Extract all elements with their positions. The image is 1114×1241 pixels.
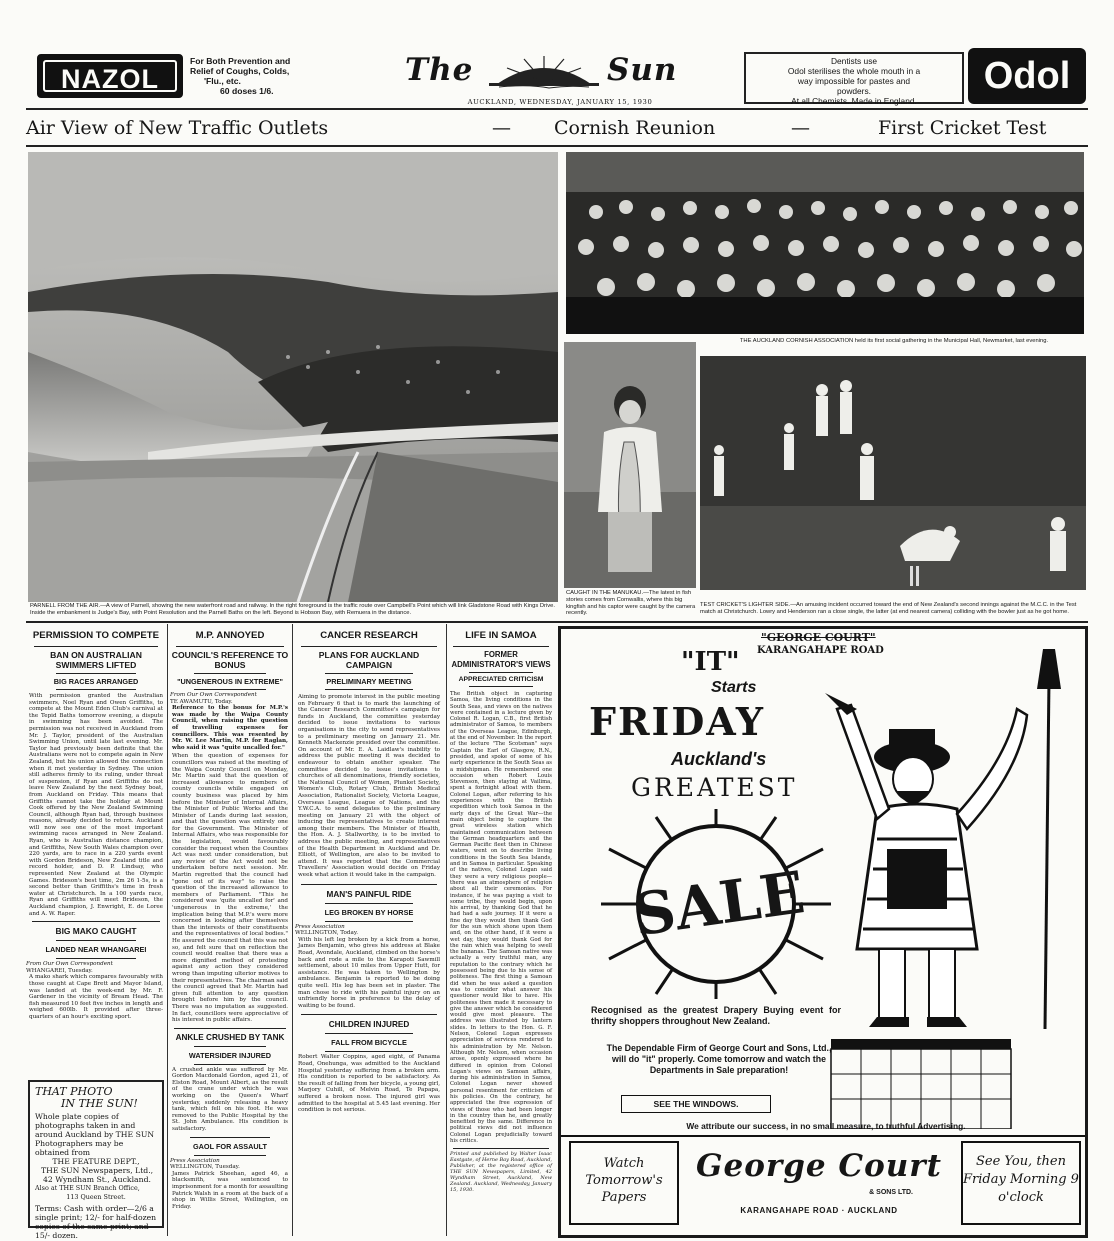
column-2: M.P. ANNOYED COUNCIL'S REFERENCE TO BONUS "UNGENEROUS IN EXTREME" From Our Own Correspondent TE AWAMUTU, Today. Reference to the bonus for M.P.'s was made by the Waipa County Council, when raising the question of travelling expenses for councillors. This was resented by Mr. W. Lee Martin, M.P. for Raglan, who said it was "quite uncalled for." When the question of expenses for councillors was raised at the meeting of the Waipa County Council on Monday, Mr. Martin said that the question of increased allowance to members of county councils while engaged on county business was placed by him before the Minister of Internal Affairs, the Minister of Public Works and the Minister of Lands during last session, and that the question was entirely one for the Government. The Minister of Internal Affairs, who was responsible for the legislation, would favourably consider the request when the Counties Act was next under consideration, but any review of the Act would not be undertaken before next session. Mr. Martin regretted that the council had "gone out of its way" to raise the question of the increased allowance to members of Parliament. "This he considered was 'quite uncalled for' and 'ungenerous in the extreme,' the implication being that M.P.'s were more concerned in looking after themselves than the interests of their constituents and the representatives of local bodies." He assured the council that this was not so, and felt sure that on reflection the council would realise that there was a more dignified method of protesting against any action they considered wrong than imputing ulterior motives to their representatives. The chairman said the council agreed that Mr. Martin had given full attention to any question brought before him by the council. There was no imputation as suggested. In fact, councillors were appreciative of his interest in public affairs. ANKLE CRUSHED BY TANK WATERSIDER INJURED A crushed ankle was suffered by Mr. Gordon Macdonald Gordon, aged 21, of Elston Road, Mount Albert, as the result of the crane under which he was working on the Queen's Wharf yesterday, suddenly releasing a heavy tank, which fell on his foot. He was removed to the Public Hospital by the St. John Ambulance. His condition is satisfactory. GAOL FOR ASSAULT Press Association WELLINGTON, Tuesday. James Patrick Sheehan, aged 46, a blacksmith, was sentenced to imprisonment for a month for assaulting Patrick Walsh in a room at the back of a shop in Willis Street, Wellington, on Friday. [170,630,289,1210]
george-court-sale-ad [558,626,1088,1238]
ad-starts: Starts [711,679,757,696]
col2-headline-3: GAOL FOR ASSAULT [192,1141,268,1151]
col2-heading: M.P. ANNOYED [195,630,265,641]
title-sun: Sun [607,52,678,88]
col1-body: With permission granted the Australian swimmers, Noel Ryan and Owen Griffiths, to compete at the Mount Eden Club's carnival at the Tepid Baths tomorrow evening, a dispute in swimming has been avoided. The permission was not received in Auckland from Mr. J. Taylor, president of the Australian Swimming Union, until late last evening. Mr. Taylor had previously been definite that the Australians were not to compete again in New Zealand, but his union allowed the connection when it met yesterday in Sydney. The union still adheres firmly to its ruling, under threat of suspension, if Ryan and Griffiths do not leave New Zealand by the next Sydney boat, from Auckland on Friday. This means that Griffiths cannot take the holiday at Mount Cook offered by the New Zealand Swimming Council, although Ryan had, through business reasons, already decided to return. Auckland will now see one of the most important swimming races arranged in New Zealand. Ryan, who is Australian distance champion, and Griffiths, New South Wales champion over 220 yards, are to race in a 220 yards event with Gordon Brideson, New Zealand title and record holder, and D. P. Lindsay, who represented New Zealand at the Olympic Games. Brideson's best time, 2m 26 1-5s, is a second better than Griffiths's time in fresh water at Christchurch. In a 100 yards race, Ryan and Griffiths will meet Brideson, the Auckland champion, J. Enwright, E. de Loree and A. W. Raper. [29,693,163,917]
column-1 [26,624,166,1240]
col1-byline-2: From Our Own Correspondent [26,961,113,968]
sunrise-emblem-icon [489,54,599,90]
column-divider [292,624,293,1236]
newspaper-title [395,50,735,94]
ad-bottom-rule [561,1135,1088,1137]
col4-subhead: APPRECIATED CRITICISM [458,676,544,683]
banner-part-1: Air View of New Traffic Outlets [26,117,329,139]
col4-headline: FORMER ADMINISTRATOR'S VIEWS [451,650,551,669]
col3-body-3: Robert Walter Coppins, aged eight, of Panama Road, Onehunga, was admitted to the Auckland Hospital yesterday suffering from a broken arm. His condition is reported to be satisfactory. As the result of falling from her bicycle, a young girl, Marjory Cuhill, of Melvin Road, Te Papapa, suffered a broken nose. The injured girl was admitted to the hospital at 5.45 last evening. Her condition is not serious. [298,1054,440,1114]
beefeater-illustration-icon [817,649,1081,1029]
photo-ad-title-1: THAT PHOTO [35,1085,113,1098]
ad-it: "IT" [681,647,740,677]
col2-body-2: A crushed ankle was suffered by Mr. Gordon Macdonald Gordon, aged 21, of Elston Road, Mount Albert, as the result of the crane under which he was working on the Queen's Wharf yesterday, suddenly releasing a heavy tank, which fell on his foot. He was removed to the Public Hospital by the St. John Ambulance. His condition is satisfactory. [172,1066,288,1133]
ad-sale: SALE [629,858,809,950]
col1-dateline-2: WHANGAREI, Tuesday. [26,967,93,974]
nazol-ad-text: For Both Prevention and Relief of Coughs, Colds, 'Flu., etc. 60 doses 1/6. [190,56,291,96]
banner-part-2: Cornish Reunion [554,117,716,139]
banner-headline [26,114,1088,142]
ad-dependable: The Dependable Firm of George Court and Sons, Ltd., will do "it" properly. Come tomorrow and watch the Departments in Sale preparation! [606,1043,832,1075]
col1-heading: PERMISSION TO COMPETE [32,630,160,641]
photo-service-ad: THAT PHOTO IN THE SUN! Whole plate copies of photographs taken in and around Auckland by THE SUN Photographers may be obtained from THE FEATURE DEPT., THE SUN Newspapers, Ltd., 42 Wyndham St., Auckland. Also at THE SUN Branch Office, 113 Queen Street. Terms: Cash with order—2/6 a single print; 12/- for half-dozen copies of the same print; and 15/- dozen. [28,1080,164,1228]
dateline: AUCKLAND, WEDNESDAY, JANUARY 15, 1930 [467,98,653,106]
column-4 [449,624,553,1234]
column-divider [167,624,168,1236]
col3-heading: CANCER RESEARCH [320,630,418,641]
test-cricket-photo [700,356,1086,590]
banner-dash-2: — [791,117,810,139]
col1-headline-2: BIG MAKO CAUGHT [55,926,137,937]
col4-body: The British object in capturing Samoa, the living conditions in the South Seas, and views on the natives were contained in a lecture given by Colonel R. Logan, C.B., first British administrator of Samoa, to members of the Overseas League, Edinburgh, at the end of November. In the report of the lecture "The Scotsman" says Captain the Earl of Glasgow, R.N., presided, and spoke of some of his early experience in the South Seas as a midshipman. He remembered one occasion when Robert Louis Stevenson, then staying at Vailima, spent a fortnight afloat with them. Colonel Logan, after referring to his experiences with the British expedition which took Samoa in the early days of the Great War—the main object being to capture the great wireless station which maintained communication between the German headquarters and the German Pacific fleet then in Chinese waters, went on to describe living conditions in the South Sea Islands, and in Samoa in particular. Speaking of the natives, Colonel Logan said they were a very religious people—there was an atmosphere of religion about all their ceremonies. For instance, if he was paying a visit to some tribe, they would begin, upon his arrival, by thanking God that he had had a safe journey. If it were a fine day they would then thank God for the sun which shone upon them and, on the other hand, if it were a wet day, they would thank God for the rain which was helping to swell the bananas. The Samoan native was actually a very truthful man, any reputation to the contrary which he possessed being due to his sense of politeness. The first thing a Samoan did when he was asked a question was to consider what answer his questioner would like to have. His politeness then made it necessary to give the answer which he considered would give most pleasure. The address was illustrated by lantern slides. In letters to the Hon. G. F. Nelson, Colonel Logan expresses appreciation of services rendered to his administration by Mr. Nelson. Although Mr. Nelson, when occasion arose, openly expressed where he differed in opinion from Colonel Logan's views on Samoan affairs, during his administration in Samoa, Colonel Logan never showed personal resentment for criticism of his policies. On the contrary, he appreciated the free expression of views of those who had been longer in the country than he, and greatly benefited by the same. Difference in political views did not influence Colonel Logan prejudicially toward his critics. [450,691,552,1145]
photo-ad-title-2: IN THE SUN! [61,1097,138,1110]
column-3: CANCER RESEARCH PLANS FOR AUCKLAND CAMPAIGN PRELIMINARY MEETING Aiming to promote interest in the public meeting on February 6 that is to mark the launching of the Cancer Research Committee's campaign for funds in Auckland, the committee yesterday decided to issue invitations to various organisations in the city to send representatives to a preliminary meeting on January 21. Mr. Kenneth Mackenzie presided over the committee. On account of Mr. E. A. Laidlaw's inability to address the public meeting it was decided to endeavour to obtain another speaker. The committee decided to issue invitations to churches of all denominations, friendly societies, the National Council of Women, Plunket Society, Women's Club, Rotary Club, British Medical Association, Rationalist Society, Victoria League, Overseas League, League of Nations, and the Y.W.C.A. to send delegates to the preliminary meeting on January 21 with the object of inducing the representatives to create interest among their members. The Minister of Health, the Hon. A. J. Stallworthy, is to be invited to address the public meeting, and representatives of the Health Department in Auckland and Dr. Elliott, of Wellington, are also to be invited to attend. It was reported that the Commercial Travellers' Association would decide on Friday week what action it would take in the campaign. MAN'S PAINFUL RIDE LEG BROKEN BY HORSE Press Association WELLINGTON, Today. With his left leg broken by a kick from a horse, James Benjamin, who gives his address at Blake Road, Avondale, Auckland, climbed on the horse's back and rode a mile to the Karapoti Sawmill settlement, about 10 miles from Upper Hutt, for assistance. He was taken to Wellington by ambulance. Benjamin is reported to be doing quite well. His leg has been set in plaster. The man chose to ride with his painful injury on an unfriendly horse in preference to the delay of waiting to be found. CHILDREN INJURED FALL FROM BICYCLE Robert Walter Coppins, aged eight, of Panama Road, Onehunga, was admitted to the Auckland Hospital yesterday suffering from a broken arm. His condition is reported to be satisfactory. As the result of falling from her bicycle, a young girl, Marjory Cuhill, of Melvin Road, Te Papapa, suffered a broken nose. The injured girl was admitted to the hospital at 5.45 last evening. Her condition is not serious. [295,624,443,1234]
column-divider [446,624,447,1236]
col3-body-2: With his left leg broken by a kick from a horse, James Benjamin, who gives his address at Blake Road, Avondale, Auckland, climbed on the horse's back and rode a mile to the Karapoti Sawmill settlement, about 10 miles from Upper Hutt, for assistance. He was taken to Wellington by ambulance. Benjamin is reported to be doing quite well. His leg has been set in plaster. The man chose to ride with his painful injury on an unfriendly horse in preference to the delay of waiting to be found. [298,936,440,1009]
title-the: The [405,52,474,88]
cornish-caption: THE AUCKLAND CORNISH ASSOCIATION held its first social gathering in the Municipal Hall, Newmarket, last evening. [739,338,1049,344]
cornish-association-photo [566,152,1084,334]
parnell-caption: PARNELL FROM THE AIR.—A view of Parnell, showing the new waterfront road and railway. In the right foreground is the traffic route over Campbell's Point which will link Gladstone Road with Kings Drive. Inside the embankment is Judge's Bay, with Point Resolution and the Parnell Baths on the left. Beyond is Hobson Bay, with Remuera in the distance. [30,603,555,616]
cricket-caption: TEST CRICKET'S LIGHTER SIDE.—An amusing incident occurred toward the end of New Zealand's second innings against the M.C.C. in the Test match at Christchurch. Lowry and Henderson ran a close single, the latter (at end nearest camera) colliding with the bowler just as he got home. [700,602,1077,615]
manukau-caption: CAUGHT IN THE MANUKAU.—The latest in fish stories comes from Cornwallis, where this big kingfish and his captor were caught by the camera recently. [566,590,696,617]
ad-attribute: We attribute our success, in no small measure, to truthful Advertising. [686,1121,966,1131]
photos-rule [26,621,1088,623]
col2-headline-2: ANKLE CRUSHED BY TANK [175,1032,285,1042]
col2-headline: COUNCIL'S REFERENCE TO BONUS [171,650,289,670]
col3-body: Aiming to promote interest in the public meeting on February 6 that is to mark the launching of the Cancer Research Committee's campaign for funds in Auckland, the committee yesterday decided to issue invitations to various organisations in the city to send representatives to a preliminary meeting on January 21. Mr. Kenneth Mackenzie presided over the committee. On account of Mr. E. A. Laidlaw's inability to address the public meeting it was decided to endeavour to obtain another speaker. The committee decided to issue invitations to churches of all denominations, friendly societies, the National Council of Women, Plunket Society, Women's Club, Rotary Club, British Medical Association, Rationalist Society, Victoria League, Overseas League, League of Nations, and the Y.W.C.A. to send delegates to the preliminary meeting on January 21 with the object of inducing the representatives to create interest among their members. The Minister of Health, the Hon. A. J. Stallworthy, is to be invited to address the public meeting, and representatives of the Health Department in Auckland and Dr. Elliott, of Wellington, are also to be invited to attend. It was reported that the Commercial Travellers' Association would decide on Friday week what action it would take in the campaign. [298,694,440,879]
col1-body-2: A mako shark which compares favourably with those caught at Cape Brett and Mayor Island, was landed at the week-end by Mr. F. Gardener in the vicinity of Bream Head. The fish measured 10 feet five inches in length and weighed 600lb. It provided after three-quarters of an hour's exciting sport. [29,974,163,1020]
ad-store-road: KARANGAHAPE ROAD [757,645,884,656]
ad-store-name: "GEORGE COURT" [761,631,876,644]
masthead-rule [26,108,1088,110]
col1-subhead: BIG RACES ARRANGED [53,677,139,686]
banner-rule [26,145,1088,147]
see-windows-button: SEE THE WINDOWS. [621,1095,771,1113]
ad-greatest: GREATEST [631,773,798,802]
ad-recognised: Recognised as the greatest Drapery Buying event for thrifty shoppers throughout New Zealand. [591,1005,841,1026]
manukau-kingfish-photo [564,342,696,588]
ad-aucklands: Auckland's [671,749,767,769]
col2-body: When the question of expenses for councillors was raised at the meeting of the Waipa County Council on Monday, Mr. Martin said that the question of increased allowance to members of county councils while engaged on county business was placed by him before the Minister of Internal Affairs, the Minister of Public Works and the Minister of Lands during last session, and that the question was entirely one for the Government. The Minister of Internal Affairs, who was responsible for the legislation, would favourably consider the request when the Counties Act was next under consideration, but any review of the Act would not be undertaken before next session. Mr. Martin regretted that the council had "gone out of its way" to raise the question of the increased allowance to members of Parliament. "This he considered was 'quite uncalled for' and 'ungenerous in the extreme,' the implication being that M.P.'s were more concerned in looking after themselves than the interests of their constituents and the representatives of local bodies." He assured the council that this was not so, and felt sure that on reflection the council would realise that there was a more dignified method of protesting against any action they considered wrong than imputing ulterior motives to their representatives. The chairman said the council agreed that Mr. Martin had given full attention to any question brought before him by the council. There was no imputation as suggested. In fact, councillors were appreciative of his interest in public affairs. [172,753,288,1024]
ad-seeyou-box: See You, then Friday Morning 9 o'clock [961,1141,1081,1225]
col2-subhead-2: WATERSIDER INJURED [188,1050,272,1060]
nazol-logo: NAZOL [37,54,183,98]
george-court-logo: George Court & SONS LTD. KARANGAHAPE ROAD · AUCKLAND [696,1148,942,1215]
col3-headline-3: CHILDREN INJURED [328,1020,410,1030]
parnell-aerial-photo [28,152,558,602]
col3-subhead-2: LEG BROKEN BY HORSE [324,907,414,917]
col1-subhead-2: LANDED NEAR WHANGAREI [45,945,147,955]
col1-headline: BAN ON AUSTRALIAN SWIMMERS LIFTED [50,650,142,670]
col4-heading: LIFE IN SAMOA [465,630,537,641]
col3-subhead: PRELIMINARY MEETING [326,677,412,686]
col3-headline-2: MAN'S PAINFUL RIDE [326,889,412,899]
odol-logo: Odol [968,48,1086,104]
store-building-icon [821,1029,1021,1129]
ad-friday: FRIDAY [589,699,766,744]
col3-subhead-3: FALL FROM BICYCLE [331,1038,407,1048]
col2-body-3: James Patrick Sheehan, aged 46, a blacksmith, was sentenced to imprisonment for a month for assaulting Patrick Walsh in a room at the back of a shop in Willis Street, Wellington, on Friday. [172,1170,288,1210]
banner-part-3: First Cricket Test [878,117,1047,139]
imprint: Printed and published by Walter Isaac Eastgate, of Herne Bay Road, Auckland, Publisher, at the registered office of THE SUN Newspapers, Limited, 42 Wyndham Street, Auckland, New Zealand. Auckland, Wednesday, January 15, 1930. [450,1151,552,1194]
ad-watch-box: Watch Tomorrow's Papers [569,1141,679,1225]
odol-ad-box: Dentists use Odol sterilises the whole mouth in a way impossible for pastes and powders. At all Chemists. Made in England. [744,52,964,104]
col3-headline: PLANS FOR AUCKLAND CAMPAIGN [318,650,420,670]
col2-intro: Reference to the bonus for M.P.'s was made by the Waipa County Council, when raising the question of travelling expenses for councillors. This was resented by Mr. W. Lee Martin, M.P. for Raglan, who said it was "quite uncalled for." [172,705,288,751]
banner-dash-1: — [492,117,511,139]
col2-subhead: "UNGENEROUS IN EXTREME" [177,677,283,686]
